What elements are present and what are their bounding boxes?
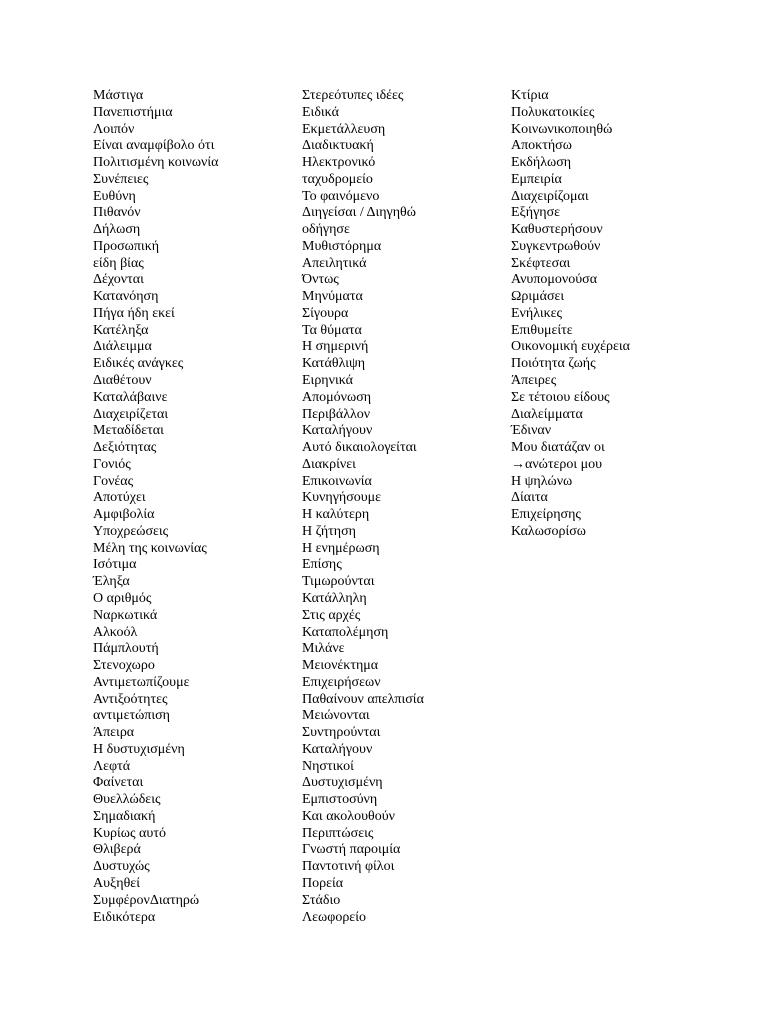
word-entry: →ανώτεροι μου bbox=[511, 456, 603, 472]
word-entry: Άπειρες bbox=[511, 373, 557, 389]
word-entry: Δήλωση bbox=[93, 222, 141, 238]
word-entry: Καταλάβαινε bbox=[93, 389, 168, 405]
word-entry: Καταπολέμηση bbox=[302, 624, 389, 640]
word-entry: Πολιτισμένη κοινωνία bbox=[93, 155, 219, 171]
word-entry: Λεφτά bbox=[93, 758, 131, 774]
word-entry: Προσωπική bbox=[93, 238, 160, 254]
word-entry: Διηγείσαι / Διηγηθώ bbox=[302, 205, 416, 221]
word-entry: Απειλητικά bbox=[302, 255, 367, 271]
word-entry: Ο αριθμός bbox=[93, 590, 152, 606]
word-entry: Μυθιστόρημα bbox=[302, 238, 382, 254]
word-entry: Πολυκατοικίες bbox=[511, 104, 595, 120]
word-entry: Μου διατάζαν οι bbox=[511, 440, 605, 456]
word-entry: Συντηρούνται bbox=[302, 725, 381, 741]
word-entry: Αλκοόλ bbox=[93, 624, 138, 640]
word-entry: Η ζήτηση bbox=[302, 523, 356, 539]
word-entry: ταχυδρομείο bbox=[302, 171, 373, 187]
word-entry: Μειώνονται bbox=[302, 708, 370, 724]
word-entry: Εξήγησε bbox=[511, 205, 561, 221]
word-entry: Δίαιτα bbox=[511, 490, 548, 506]
word-entry: Κοινωνικοποιηθώ bbox=[511, 121, 613, 137]
word-entry: Η ενημέρωση bbox=[302, 540, 380, 556]
word-list-column-3 bbox=[511, 88, 630, 541]
word-entry: Σε τέτοιου είδους bbox=[511, 389, 610, 405]
word-entry: Πάμπλουτή bbox=[93, 641, 159, 657]
word-entry: Αντιξοότητες bbox=[93, 691, 168, 707]
word-entry: Νηστικοί bbox=[302, 758, 354, 774]
word-entry: Διαχειρίζομαι bbox=[511, 188, 589, 204]
word-entry: Δεξιότητας bbox=[93, 440, 157, 456]
word-entry: Διακρίνει bbox=[302, 456, 356, 472]
word-entry: Αυτό δικαιολογείται bbox=[302, 440, 417, 456]
word-entry: Έδιναν bbox=[511, 423, 552, 439]
word-entry: Γνωστή παροιμία bbox=[302, 842, 401, 858]
word-entry: Μέλη της κοινωνίας bbox=[93, 540, 207, 556]
word-entry: Παντοτινή φίλοι bbox=[302, 859, 395, 875]
word-entry: Περιπτώσεις bbox=[302, 825, 374, 841]
word-entry: Ειδικές ανάγκες bbox=[93, 356, 184, 372]
word-entry: είδη βίας bbox=[93, 255, 144, 271]
word-entry: Διαδικτυακή bbox=[302, 138, 374, 154]
word-entry: οδήγησε bbox=[302, 222, 350, 238]
word-entry: Άπειρα bbox=[93, 725, 135, 741]
word-entry: Στάδιο bbox=[302, 892, 341, 908]
word-entry: Εμπιστοσύνη bbox=[302, 792, 378, 808]
word-entry: Κατάθλιψη bbox=[302, 356, 366, 372]
word-entry: Ειδικά bbox=[302, 104, 339, 120]
word-entry: Επιχείρησης bbox=[511, 507, 581, 523]
word-entry: ΣυμφέρονΔιατηρώ bbox=[93, 892, 200, 908]
word-entry: Η σημερινή bbox=[302, 339, 369, 355]
word-entry: Καταλήγουν bbox=[302, 423, 373, 439]
word-entry: Στις αρχές bbox=[302, 607, 361, 623]
word-entry: Δυστυχώς bbox=[93, 859, 150, 875]
word-entry: Θυελλώδεις bbox=[93, 792, 161, 808]
word-entry: Παθαίνουν απελπισία bbox=[302, 691, 424, 707]
word-entry: Πορεία bbox=[302, 875, 344, 891]
word-entry: Στενοχωρο bbox=[93, 658, 155, 674]
word-entry: Η ψηλώνω bbox=[511, 473, 573, 489]
word-entry: Το φαινόμενο bbox=[302, 188, 380, 204]
word-entry: Εμπειρία bbox=[511, 171, 562, 187]
word-entry: Πανεπιστήμια bbox=[93, 104, 173, 120]
word-entry: Κυρίως αυτό bbox=[93, 825, 166, 841]
word-entry: Θλιβερά bbox=[93, 842, 141, 858]
word-entry: Ωριμάσει bbox=[511, 289, 565, 305]
word-entry: Αντιμετωπίζουμε bbox=[93, 674, 190, 690]
word-entry: Γονέας bbox=[93, 473, 134, 489]
word-entry: Διάλειμμα bbox=[93, 339, 152, 355]
word-entry: Κατάλληλη bbox=[302, 590, 367, 606]
word-entry: Επιχειρήσεων bbox=[302, 674, 381, 690]
word-entry: Επιθυμείτε bbox=[511, 322, 573, 338]
word-entry: Διαλείμματα bbox=[511, 406, 583, 422]
word-entry: Τα θύματα bbox=[302, 322, 362, 338]
word-entry: Αμφιβολία bbox=[93, 507, 155, 523]
word-entry: Κτίρια bbox=[511, 88, 549, 103]
word-entry: Είναι αναμφίβολο ότι bbox=[93, 138, 215, 154]
word-entry: Υποχρεώσεις bbox=[93, 523, 169, 539]
word-entry: Μιλάνε bbox=[302, 641, 345, 657]
word-entry: Σίγουρα bbox=[302, 305, 349, 321]
word-entry: Επικοινωνία bbox=[302, 473, 372, 489]
word-entry: Μεταδίδεται bbox=[93, 423, 164, 439]
word-entry: Πήγα ήδη εκεί bbox=[93, 305, 175, 321]
word-entry: Ειδικότερα bbox=[93, 909, 156, 925]
word-entry: Καταλήγουν bbox=[302, 741, 373, 757]
word-entry: Αποκτήσω bbox=[511, 138, 572, 154]
word-entry: Επίσης bbox=[302, 557, 342, 573]
word-entry: Καθυστερήσουν bbox=[511, 222, 603, 238]
word-entry: Η δυστυχισμένη bbox=[93, 741, 185, 757]
word-entry: Λοιπόν bbox=[93, 121, 135, 137]
word-entry: Λεωφορείο bbox=[302, 909, 366, 925]
word-entry: Σκέφτεσαι bbox=[511, 255, 571, 271]
word-entry: αντιμετώπιση bbox=[93, 708, 170, 724]
word-entry: Εκμετάλλευση bbox=[302, 121, 386, 137]
word-entry: Δέχονται bbox=[93, 272, 144, 288]
word-entry: Πιθανόν bbox=[93, 205, 141, 221]
word-entry: Περιβάλλον bbox=[302, 406, 371, 422]
word-entry: Κατανόηση bbox=[93, 289, 159, 305]
word-entry: Και ακολουθούν bbox=[302, 808, 395, 824]
word-entry: Μειονέκτημα bbox=[302, 658, 379, 674]
word-entry: Ενήλικες bbox=[511, 305, 563, 321]
word-entry: Αυξηθεί bbox=[93, 875, 140, 891]
word-entry: Διαθέτουν bbox=[93, 373, 152, 389]
word-entry: Ναρκωτικά bbox=[93, 607, 158, 623]
word-entry: Η καλύτερη bbox=[302, 507, 370, 523]
word-entry: Έληξα bbox=[93, 574, 130, 590]
word-entry: Οικονομική ευχέρεια bbox=[511, 339, 630, 355]
word-entry: Ειρηνικά bbox=[302, 373, 353, 389]
word-entry: Απομόνωση bbox=[302, 389, 372, 405]
word-entry: Όντως bbox=[302, 272, 339, 288]
word-entry: Ευθύνη bbox=[93, 188, 136, 204]
word-entry: Μάστιγα bbox=[93, 88, 144, 103]
word-entry: Γονιός bbox=[93, 456, 131, 472]
word-entry: Ποιότητα ζωής bbox=[511, 356, 596, 372]
word-entry: Τιμωρούνται bbox=[302, 574, 375, 590]
word-entry: Κατέληξα bbox=[93, 322, 149, 338]
word-entry: Δυστυχισμένη bbox=[302, 775, 383, 791]
word-entry: Διαχειρίζεται bbox=[93, 406, 169, 422]
word-entry: Συνέπειες bbox=[93, 171, 149, 187]
word-entry: Φαίνεται bbox=[93, 775, 144, 791]
word-list-column-1 bbox=[93, 88, 218, 926]
word-entry: Στερεότυπες ιδέες bbox=[302, 88, 404, 103]
word-list-column-2 bbox=[302, 88, 424, 926]
word-entry: Κυνηγήσουμε bbox=[302, 490, 382, 506]
word-entry: Εκδήλωση bbox=[511, 155, 572, 171]
word-entry: Ηλεκτρονικό bbox=[302, 155, 376, 171]
word-entry: Καλωσορίσω bbox=[511, 523, 586, 539]
word-entry: Αποτύχει bbox=[93, 490, 146, 506]
word-entry: Ισότιμα bbox=[93, 557, 137, 573]
word-entry: Μηνύματα bbox=[302, 289, 363, 305]
word-entry: Σημαδιακή bbox=[93, 808, 156, 824]
word-entry: Ανυπομονούσα bbox=[511, 272, 598, 288]
word-entry: Συγκεντρωθούν bbox=[511, 238, 601, 254]
